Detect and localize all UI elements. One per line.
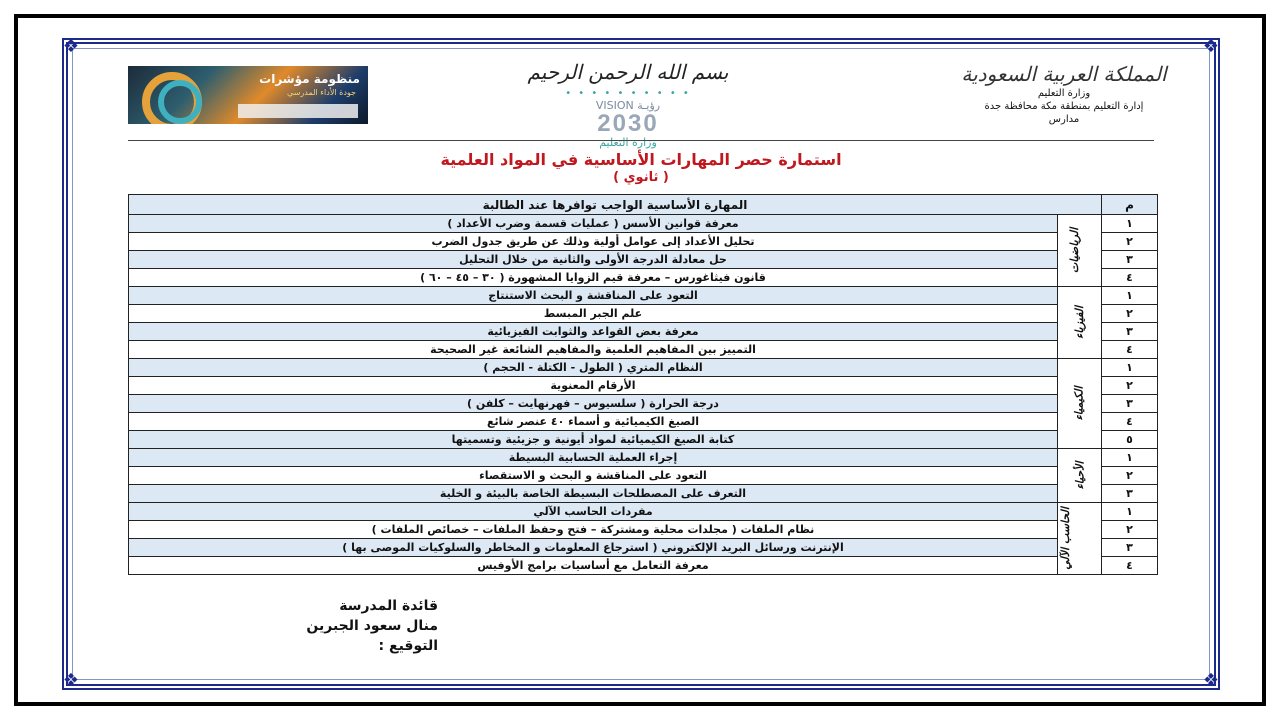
row-number: ١ [1102,287,1158,305]
table-row [129,467,1158,485]
document-frame [62,38,1220,690]
row-number: ٣ [1102,485,1158,503]
kingdom-logo: المملكة العربية السعودية [961,62,1167,86]
table-row [129,269,1158,287]
row-number: ٣ [1102,251,1158,269]
ministry-header [944,62,1184,125]
vision-dots-icon: • • • • • • • • • • [565,88,691,99]
subject-label: الفيزياء [1072,306,1086,339]
table-row [129,449,1158,467]
row-number: ١ [1102,503,1158,521]
table-row [129,521,1158,539]
signature-role: قائدة المدرسة [339,598,438,614]
header-divider [128,140,1154,141]
skills-body [129,215,1158,575]
subject-cell [1058,503,1102,575]
num-header: م [1102,195,1158,215]
row-number: ٢ [1102,467,1158,485]
skill-cell: الصيغ الكيميائية و أسماء ٤٠ عنصر شائع [129,413,1058,431]
row-number: ٢ [1102,377,1158,395]
table-row [129,305,1158,323]
row-number: ٤ [1102,557,1158,575]
skill-cell: نظام الملفات ( مجلدات محلية ومشتركة – فتح وحفظ الملفات – خصائص الملفات ) [129,521,1058,539]
skill-cell: مفردات الحاسب الآلي [129,503,1058,521]
basmala: بسم الله الرحمن الرحيم [527,60,729,84]
skill-cell: النظام المتري ( الطول - الكتلة - الحجم ) [129,359,1058,377]
row-number: ٣ [1102,395,1158,413]
row-number: ١ [1102,449,1158,467]
table-row [129,485,1158,503]
skill-cell: إجراء العملية الحسابية البسيطة [129,449,1058,467]
skill-cell: معرفة قوانين الأسس ( عمليات قسمة وضرب الأعداد ) [129,215,1058,233]
table-row [129,215,1158,233]
row-number: ١ [1102,215,1158,233]
skill-cell: التعود على المناقشة و البحث و الاستقصاء [129,467,1058,485]
table-row [129,413,1158,431]
form-stage: ( ثانوي ) [613,170,669,185]
skill-cell: قانون فيثاغورس – معرفة قيم الزوايا المشهورة ( ٣٠ – ٤٥ – ٦٠ ) [129,269,1058,287]
table-row [129,377,1158,395]
ministry-name: وزارة التعليم [1037,88,1091,99]
skill-cell: التمييز بين المفاهيم العلمية والمفاهيم الشائعة غير الصحيحة [129,341,1058,359]
skill-cell: تحليل الأعداد إلى عوامل أولية وذلك عن طريق جدول الضرب [129,233,1058,251]
row-number: ٢ [1102,305,1158,323]
indicators-poster-image [128,66,368,124]
table-header-row [129,195,1158,215]
poster-title: منظومة مؤشرات [259,72,360,86]
signature-label: التوقيع : [378,638,438,654]
table-row [129,287,1158,305]
table-row [129,431,1158,449]
vision-year: 2030 [597,110,659,137]
table-row [129,503,1158,521]
skill-cell: كتابة الصيغ الكيميائية لمواد أيونية و جزيئية وتسميتها [129,431,1058,449]
vision-label: VISION [595,99,634,112]
skill-cell: علم الجبر المبسط [129,305,1058,323]
table-row [129,395,1158,413]
row-number: ٤ [1102,413,1158,431]
row-number: ٤ [1102,269,1158,287]
signature-name: منال سعود الجبرين [306,618,438,634]
school-label: مدارس [1048,114,1080,125]
subject-label: الكيمياء [1072,386,1086,421]
table-row [129,359,1158,377]
signature-block [198,598,438,658]
skill-cell: التعود على المناقشة و البحث الاستنتاج [129,287,1058,305]
skill-cell: معرفة التعامل مع أساسيات برامج الأوفيس [129,557,1058,575]
skill-cell: معرفة بعض القواعد والثوابت الفيزيائية [129,323,1058,341]
skill-cell: الأرقام المعنوية [129,377,1058,395]
skill-cell: التعرف على المصطلحات البسيطة الخاصة بالبيئة و الخلية [129,485,1058,503]
table-row [129,323,1158,341]
skill-cell: درجة الحرارة ( سلسيوس – فهرنهايت – كلفن ) [129,395,1058,413]
skill-cell: الإنترنت ورسائل البريد الإلكتروني ( استرجاع المعلومات و المخاطر والسلوكيات الموصى بها ) [129,539,1058,557]
corner-ornament-icon: ❖ [1202,670,1220,691]
row-number: ٢ [1102,233,1158,251]
row-number: ٤ [1102,341,1158,359]
subject-label: الرياضيات [1067,227,1081,274]
subject-cell [1058,215,1102,287]
table-row [129,539,1158,557]
poster-subtitle: جودة الأداء المدرسي [287,88,356,97]
vision-arabic: رؤيـة [637,99,661,112]
table-row [129,251,1158,269]
center-header [458,60,798,149]
subject-cell [1058,287,1102,359]
row-number: ٣ [1102,539,1158,557]
subject-label: الأحياء [1072,461,1086,490]
row-number: ١ [1102,359,1158,377]
department-name: إدارة التعليم بمنطقة مكة محافظة جدة [984,101,1144,112]
corner-ornament-icon: ❖ [1202,36,1220,57]
subject-label: الحاسب الآلي [1059,507,1073,570]
row-number: ٥ [1102,431,1158,449]
subject-cell [1058,359,1102,449]
skill-cell: حل معادلة الدرجة الأولى والثانية من خلال التحليل [129,251,1058,269]
subject-cell [1058,449,1102,503]
corner-ornament-icon: ❖ [62,670,80,691]
corner-ornament-icon: ❖ [62,36,80,57]
skills-table [128,194,1158,575]
table-row [129,557,1158,575]
row-number: ٢ [1102,521,1158,539]
table-row [129,341,1158,359]
form-title: استمارة حصر المهارات الأساسية في المواد العلمية [440,150,842,169]
skill-header: المهارة الأساسية الواجب توافرها عند الطالبة [129,195,1102,215]
table-row [129,233,1158,251]
row-number: ٣ [1102,323,1158,341]
vision-ministry: وزارة التعليم [599,136,657,149]
